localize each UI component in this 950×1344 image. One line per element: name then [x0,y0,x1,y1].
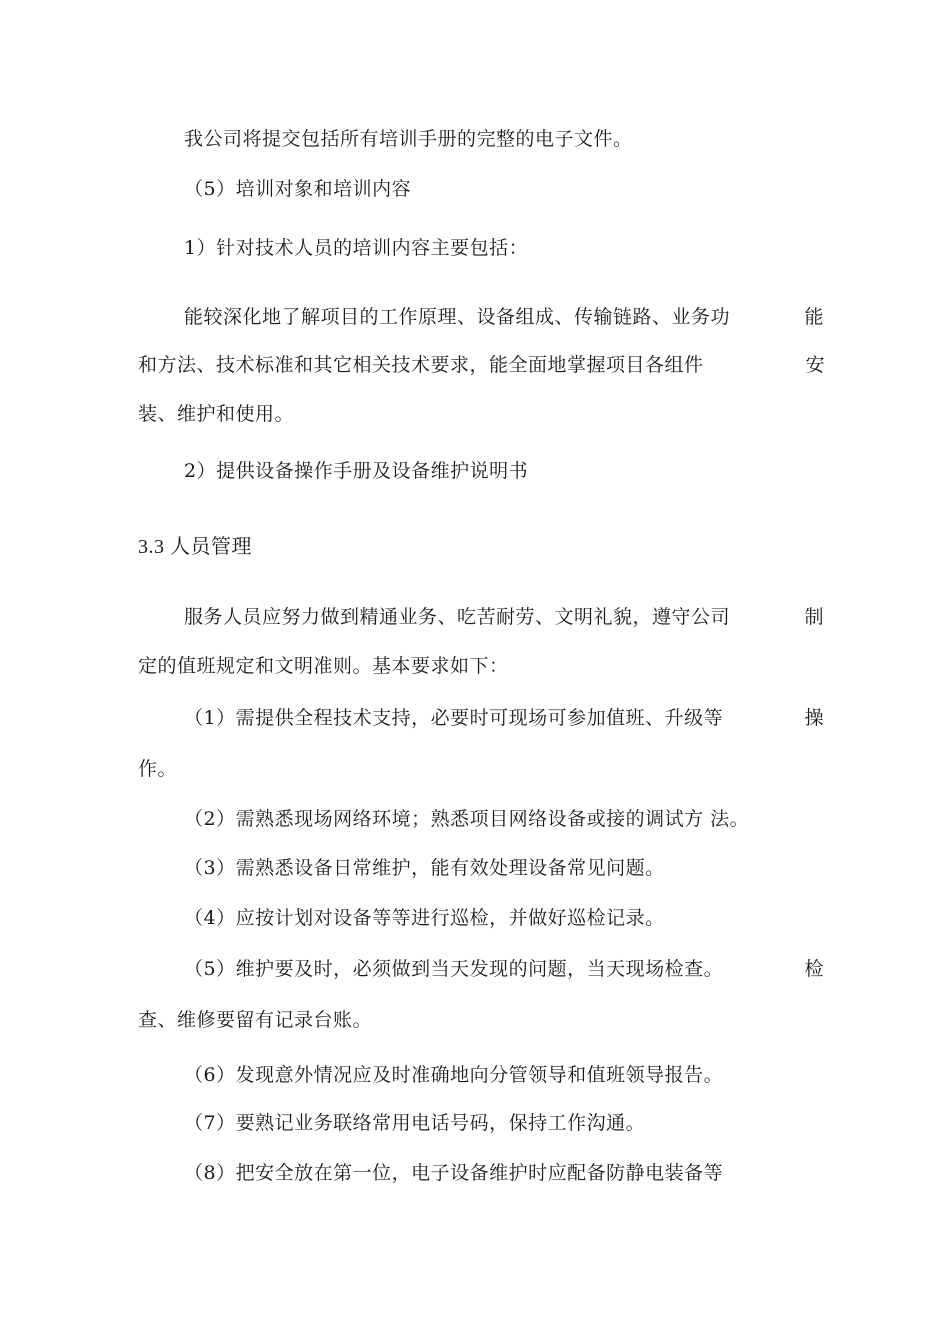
item-equipment-manuals: 2）提供设备操作手册及设备维护说明书 [184,460,529,482]
paragraph-service-staff-line-1 [184,604,824,630]
text-segment: 操 [804,707,824,729]
text-segment: 能 [804,306,824,328]
text-segment: 能较深化地了解项目的工作原理、设备组成、传输链路、业务功 [184,306,731,328]
section-heading-personnel-management: 3.3 人员管理 [138,536,252,558]
paragraph-understanding-line-1 [184,304,824,330]
text-segment: 服务人员应努力做到精通业务、吃苦耐劳、文明礼貌，遵守公司 [184,606,731,628]
text-segment: （5）维护要及时，必须做到当天发现的问题，当天现场检查。 [184,958,724,980]
requirement-5-line-1 [184,956,824,982]
text-segment: （1）需提供全程技术支持，必要时可现场可参加值班、升级等 [184,707,724,729]
requirement-4: （4）应按计划对设备等等进行巡检，并做好巡检记录。 [184,907,665,929]
requirement-7: （7）要熟记业务联络常用电话号码，保持工作沟通。 [184,1112,646,1134]
text-segment: 检 [804,958,824,980]
text-segment: 制 [804,606,824,628]
requirement-1-line-2: 作。 [138,758,178,780]
requirement-1-line-1 [184,705,824,731]
requirement-8: （8）把安全放在第一位，电子设备维护时应配备防静电装备等 [184,1162,724,1184]
requirement-6: （6）发现意外情况应及时准确地向分管领导和值班领导报告。 [184,1064,724,1086]
paragraph-understanding-line-3: 装、维护和使用。 [138,403,295,425]
paragraph-service-staff-line-2: 定的值班规定和文明准则。基本要求如下： [138,655,509,677]
requirement-2: （2）需熟悉现场网络环境；熟悉项目网络设备或接的调试方 法。 [184,808,750,830]
text-segment: 安 [805,354,825,376]
paragraph-understanding-line-2 [138,352,825,378]
requirement-3: （3）需熟悉设备日常维护，能有效处理设备常见问题。 [184,857,665,879]
heading-training-targets: （5）培训对象和培训内容 [184,178,412,200]
requirement-5-line-2: 查、维修要留有记录台账。 [138,1009,373,1031]
item-technical-staff-training: 1）针对技术人员的培训内容主要包括： [184,237,529,259]
text-segment: 和方法、技术标准和其它相关技术要求，能全面地掌握项目各组件 [138,354,704,376]
paragraph-training-manual-files: 我公司将提交包括所有培训手册的完整的电子文件。 [184,128,633,150]
